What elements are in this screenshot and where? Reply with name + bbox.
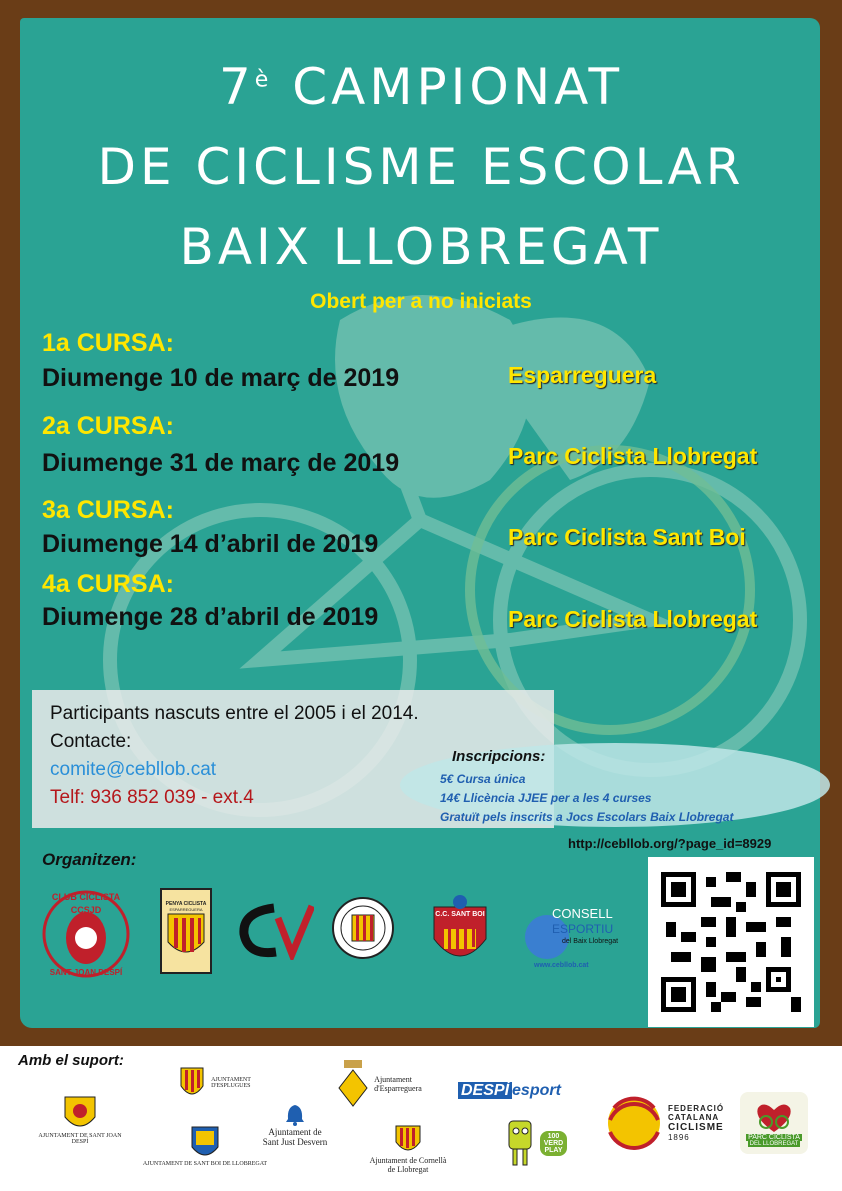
support-label: Amb el suport: xyxy=(18,1052,124,1069)
inscription-line-2: 14€ Llicència JJEE per a les 4 curses xyxy=(440,791,652,805)
consell-line-1: CONSELL xyxy=(552,906,613,921)
sjdesvern-line-2: Sant Just Desvern xyxy=(262,1137,328,1147)
esparreguera-council-logo xyxy=(330,1055,430,1113)
race-1-heading: 1a CURSA: xyxy=(42,329,174,357)
santboi-council-text: AJUNTAMENT DE SANT BOI DE LLOBREGAT xyxy=(142,1161,268,1167)
sjd-council-logo xyxy=(35,1090,125,1150)
fcc-logo xyxy=(600,1092,730,1154)
cornella-council-shield-icon xyxy=(394,1122,422,1156)
inscriptions-url[interactable]: http://cebllob.org/?page_id=8929 xyxy=(568,836,772,851)
heart-cyclist-icon xyxy=(752,1100,796,1134)
verdplay-mascot-icon xyxy=(505,1117,537,1169)
fcc-line-1: FEDERACIÓ xyxy=(667,1104,725,1113)
cv-logo-icon xyxy=(238,900,314,960)
santboi-shield-icon xyxy=(430,893,490,973)
esparreguera-council-line-2: d'Esparreguera xyxy=(374,1084,422,1093)
inscription-line-1: 5€ Cursa única xyxy=(440,772,526,786)
email-link[interactable]: comite@cebllob.cat xyxy=(50,759,217,780)
despi-esport-logo xyxy=(458,1082,561,1100)
inscription-line-3: Gratuït pels inscrits a Jocs Escolars Baix Llobregat xyxy=(440,810,734,824)
fcc-line-4: 1896 xyxy=(667,1133,690,1142)
inscriptions-title: Inscripcions: xyxy=(452,748,546,765)
esparreguera-council-line-1: Ajuntament xyxy=(374,1075,412,1084)
esparreguera-club-logo xyxy=(160,888,212,974)
parc-line-1: PARC CICLISTA xyxy=(748,1133,800,1141)
participants-text: Participants nascuts entre el 2005 i el 2014. xyxy=(50,703,419,724)
sjdesvern-line-1: Ajuntament de xyxy=(268,1127,322,1137)
verdplay-logo xyxy=(503,1115,569,1171)
esparreguera-diamond-icon xyxy=(338,1060,368,1108)
consell-line-2: ESPORTIU xyxy=(552,922,614,936)
ccsjd-bottom-text: SANT JOAN DESPÍ xyxy=(49,968,123,977)
phone-text: Telf: 936 852 039 - ext.4 xyxy=(50,787,254,808)
consell-esportiu-logo xyxy=(522,902,632,974)
race-4-heading: 4a CURSA: xyxy=(42,570,174,598)
subtitle: Obert per a no iniciats xyxy=(310,290,532,313)
esparreguera-club-top: PENYA CICLISTA xyxy=(165,900,207,907)
title-line-3: BAIX LLOBREGAT xyxy=(179,218,663,276)
despi-text: DESPÍ xyxy=(458,1082,512,1099)
verdplay-line-2: VERD xyxy=(543,1139,564,1147)
sjd-council-text: AJUNTAMENT DE SANT JOAN DESPÍ xyxy=(38,1133,122,1145)
consell-line-3: del Baix Llobregat xyxy=(562,938,619,945)
race-4-place: Parc Ciclista Llobregat xyxy=(508,606,758,632)
santboi-club-logo xyxy=(430,893,490,973)
race-4-date: Diumenge 28 d’abril de 2019 xyxy=(42,603,379,631)
sjd-shield-icon xyxy=(63,1095,97,1133)
esplugues-shield-icon xyxy=(179,1066,205,1100)
ccsjd-logo xyxy=(40,888,132,980)
title-line-1 xyxy=(0,58,842,116)
cornella-club-logo xyxy=(330,895,396,961)
qr-code-box xyxy=(648,857,814,1027)
title-superscript: è xyxy=(254,67,273,93)
fcc-emblem-icon xyxy=(606,1094,662,1152)
santboi-council-shield-icon xyxy=(190,1125,220,1161)
qr-code-icon[interactable] xyxy=(661,872,801,1012)
cornella-council-line-2: de Llobregat xyxy=(387,1165,429,1174)
race-3-place: Parc Ciclista Sant Boi xyxy=(508,524,746,550)
contact-label: Contacte: xyxy=(50,731,132,752)
title-campionat: CAMPIONAT xyxy=(292,58,624,116)
ccsjd-center-text: CCSJD xyxy=(70,905,102,915)
race-1-date: Diumenge 10 de març de 2019 xyxy=(42,364,400,392)
verdplay-line-1: 100 xyxy=(547,1132,560,1140)
parc-ciclista-logo xyxy=(740,1092,808,1154)
bell-icon xyxy=(283,1103,307,1127)
santboi-club-text: C.C. SANT BOI xyxy=(435,911,485,918)
title-number: 7 xyxy=(218,58,255,116)
consell-web: www.cebllob.cat xyxy=(534,962,589,969)
fcc-line-2: CATALANA xyxy=(667,1113,720,1122)
race-3-date: Diumenge 14 d’abril de 2019 xyxy=(42,530,379,558)
cornella-council-logo xyxy=(355,1118,461,1178)
cv-logo xyxy=(238,900,314,960)
esparreguera-shield-icon xyxy=(166,912,206,962)
race-2-date: Diumenge 31 de març de 2019 xyxy=(42,449,400,477)
esport-text: esport xyxy=(512,1082,561,1099)
title-line-2: DE CICLISME ESCOLAR xyxy=(97,138,745,196)
organizers-label: Organitzen: xyxy=(42,850,137,869)
race-2-place: Parc Ciclista Llobregat xyxy=(508,443,758,469)
cornella-club-emblem-icon xyxy=(330,895,396,961)
cornella-council-line-1: Ajuntament de Cornellà xyxy=(369,1156,447,1165)
race-1-place: Esparreguera xyxy=(508,362,657,388)
race-3-heading: 3a CURSA: xyxy=(42,496,174,524)
esplugues-line-1: AJUNTAMENT xyxy=(211,1077,251,1083)
race-2-heading: 2a CURSA: xyxy=(42,412,174,440)
parc-line-2: DEL LLOBREGAT xyxy=(749,1140,799,1147)
verdplay-line-3: PLAY xyxy=(544,1146,563,1154)
esplugues-line-2: D'ESPLUGUES xyxy=(211,1083,251,1089)
esparreguera-club-mid: ESPARREGUERA xyxy=(169,906,203,912)
fcc-line-3: CICLISME xyxy=(667,1122,724,1133)
ccsjd-ring-text: CLUB CICLISTA xyxy=(51,892,121,902)
